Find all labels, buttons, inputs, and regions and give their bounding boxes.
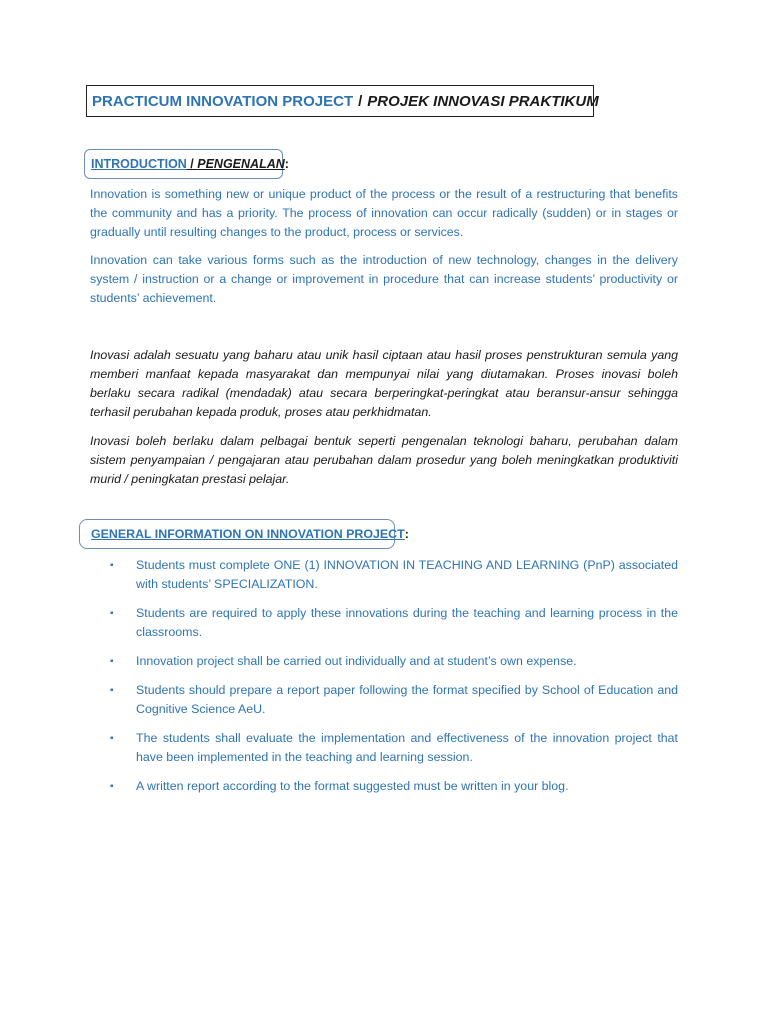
bullet-icon: ▪ (110, 656, 114, 667)
intro-paragraph-english-2: Innovation can take various forms such as the introduction of new technology, changes in the delivery system / instruction or a change or improvement in procedure that can increase students’ productivity or students’ achievement. (90, 253, 678, 305)
introduction-heading-english: INTRODUCTION (91, 157, 187, 171)
list-item-text: Students are required to apply these innovations during the teaching and learning process in the classrooms. (136, 606, 678, 639)
introduction-heading-colon: : (284, 157, 289, 171)
bullet-icon: ▪ (110, 781, 114, 792)
bullet-icon: ▪ (110, 608, 114, 619)
title-english: PRACTICUM INNOVATION PROJECT (92, 92, 354, 110)
general-info-heading (79, 519, 409, 549)
list-item-text: Students should prepare a report paper following the format specified by School of Education and Cognitive Science AeU. (136, 683, 678, 716)
list-item-text: Students must complete ONE (1) INNOVATION IN TEACHING AND LEARNING (PnP) associated with students’ SPECIALIZATION. (136, 558, 678, 591)
title-malay: PROJEK INNOVASI PRAKTIKUM (367, 92, 599, 110)
intro-paragraph-english-1: Innovation is something new or unique product of the process or the result of a restructuring that benefits the community and has a priority. The process of innovation can occur radically (sudden) or in stages or gradually until resulting changes to the product, process or services. (90, 187, 678, 239)
list-item (110, 681, 678, 719)
title-separator: / (358, 92, 363, 110)
document-title (86, 85, 599, 117)
bullet-icon: ▪ (110, 685, 114, 696)
introduction-heading-malay: PENGENALAN (197, 157, 285, 171)
list-item-text: Innovation project shall be carried out individually and at student’s own expense. (136, 654, 577, 668)
bullet-icon: ▪ (110, 560, 114, 571)
general-info-heading-colon: : (404, 527, 409, 541)
introduction-heading-separator: / (186, 157, 198, 171)
list-item-text: A written report according to the format suggested must be written in your blog. (136, 779, 569, 793)
list-item (110, 604, 678, 642)
list-item (110, 556, 678, 594)
general-info-heading-text: GENERAL INFORMATION ON INNOVATION PROJECT (91, 527, 405, 541)
list-item-text: The students shall evaluate the implementation and effectiveness of the innovation project that have been implemented in the teaching and learning session. (136, 731, 678, 764)
intro-paragraph-malay-2: Inovasi boleh berlaku dalam pelbagai bentuk seperti pengenalan teknologi baharu, perubahan dalam sistem penyampaian / pengajaran atau perubahan dalam prosedur yang boleh meningkatkan produktiviti murid / peningkatan prestasi pelajar. (90, 434, 678, 486)
general-info-list (110, 556, 678, 806)
list-item (110, 652, 678, 671)
intro-paragraph-malay-1: Inovasi adalah sesuatu yang baharu atau unik hasil ciptaan atau hasil proses penstrukturan semula yang memberi manfaat kepada masyarakat dan mempunyai nilai yang diutamakan. Proses inovasi boleh berlaku secara radikal (mendadak) atau secara berperingkat-peringkat atau beransur-ansur sehingga terhasil perubahan kepada produk, proses atau perkhidmatan. (90, 348, 678, 419)
list-item (110, 729, 678, 767)
bullet-icon: ▪ (110, 733, 114, 744)
list-item (110, 777, 678, 796)
introduction-heading (84, 149, 289, 179)
